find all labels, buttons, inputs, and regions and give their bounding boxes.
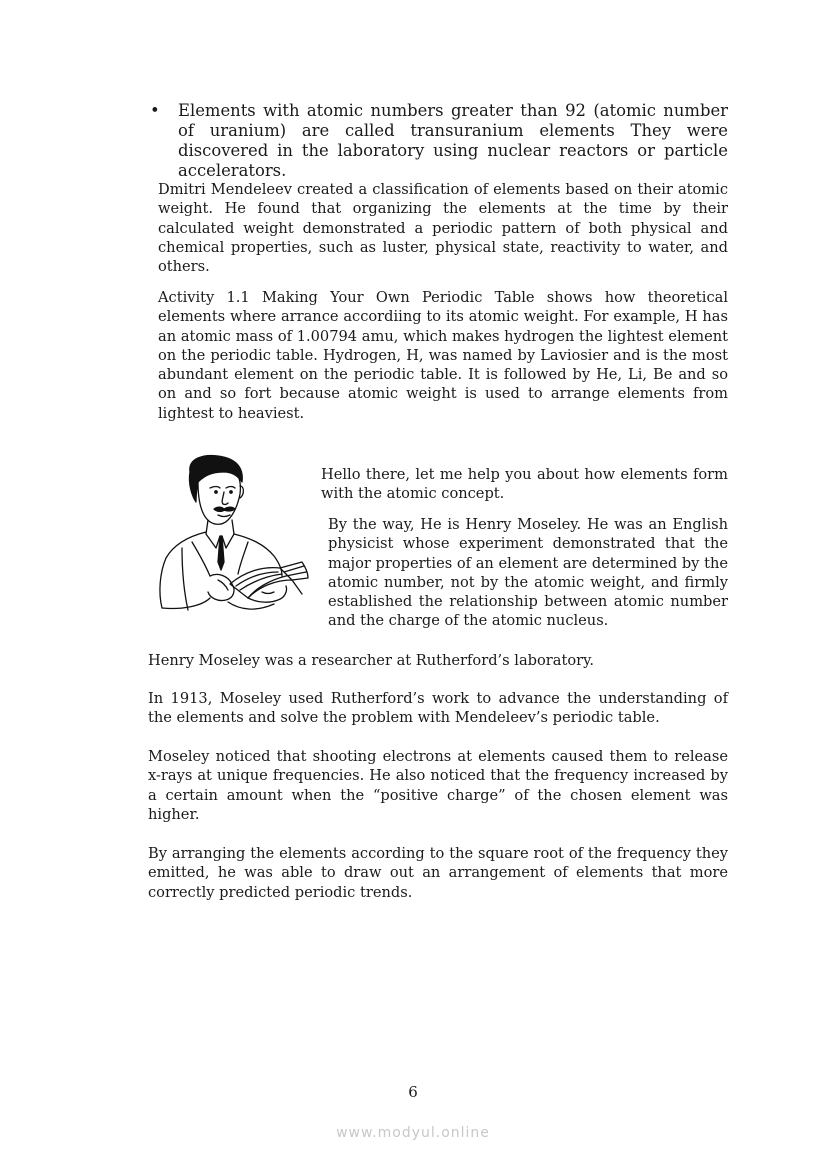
paragraph-mendeleev: Dmitri Mendeleev created a classification of elements based on their atomic weight. He found that organizing the elements at the time by their calculated weight demonstrated a periodic pattern of both physical and chemical properties, such as luster, physical state, reactivity to water, and others. — [158, 181, 728, 276]
bullet-text: Elements with atomic numbers greater than 92 (atomic number of uranium) are called transuranium elements They were discovered in the laboratory using nuclear reactors or particle accelerators. — [178, 101, 728, 180]
bullet-marker: • — [150, 101, 160, 120]
page-number: 6 — [408, 1083, 418, 1101]
moseley-illustration — [152, 452, 312, 614]
paragraph-researcher: Henry Moseley was a researcher at Rutherford’s laboratory. — [148, 652, 595, 669]
watermark: www.modyul.online — [336, 1125, 490, 1141]
paragraph-hello: Hello there, let me help you about how elements form with the atomic concept. — [321, 466, 728, 503]
paragraph-by-the-way: By the way, He is Henry Moseley. He was an English physicist whose experiment demonstrated that the major properties of an element are determined by the atomic number, not by the atomic weight, and firmly established the relationship between atomic number and the charge of the atomic nucleus. — [328, 516, 728, 630]
paragraph-1913: In 1913, Moseley used Rutherford’s work to advance the understanding of the elements and solve the problem with Mendeleev’s periodic table. — [148, 690, 728, 727]
paragraph-activity: Activity 1.1 Making Your Own Periodic Table shows how theoretical elements where arrance accordiing to its atomic weight. For example, H has an atomic mass of 1.00794 amu, which makes hydrogen the lightest element on the periodic table. Hydrogen, H, was named by Laviosier and is the most abundant element on the periodic table. It is followed by He, Li, Be and so on and so fort because atomic weight is used to arrange elements from lightest to heaviest. — [158, 289, 728, 422]
paragraph-xrays: Moseley noticed that shooting electrons at elements caused them to release x-rays at unique frequencies. He also noticed that the frequency increased by a certain amount when the “positive charge” of the chosen element was higher. — [148, 748, 728, 823]
bullet-item-transuranium — [150, 101, 728, 181]
paragraph-arranging: By arranging the elements according to the square root of the frequency they emitted, he was able to draw out an arrangement of elements that more correctly predicted periodic trends. — [148, 845, 728, 901]
